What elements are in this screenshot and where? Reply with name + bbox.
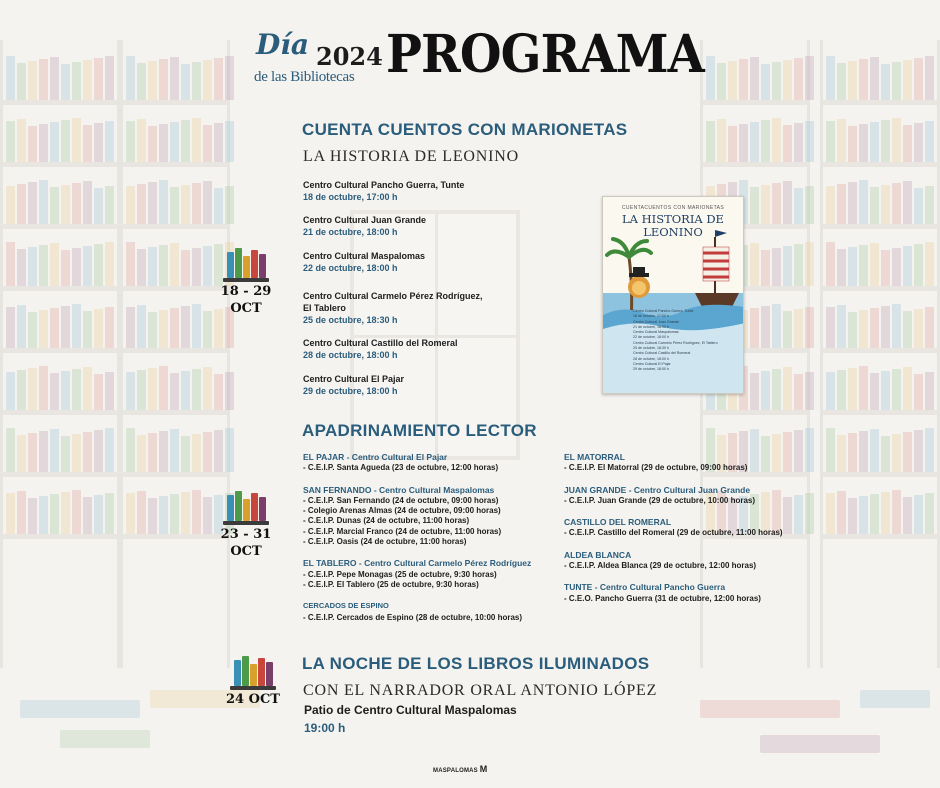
book-spine <box>266 662 273 686</box>
marker-date: 18 - 29 <box>220 284 272 299</box>
date-marker-3 <box>223 656 283 707</box>
books-icon <box>223 491 269 525</box>
section3-title: LA NOCHE DE LOS LIBROS ILUMINADOS <box>302 654 650 673</box>
poster-venue-list: Centro Cultural Pancho Guerra, Tunte 18 de octubre, 17:00 h Centro Cultural Juan Grande 21 de octubre, 18:00 h Centro Cultural Maspalomas 22 de octubre, 18:00 h Centro Cultural Carmelo Pérez Rodríguez, El Tablero 25 de octubre, 18:30 h Centro Cultural Castillo del Romeral 28 de octubre, 18:00 h Centro Cultural El Pajar 29 de octubre, 18:00 h <box>633 309 718 372</box>
book-spine <box>243 256 250 278</box>
dia-label: Día <box>256 28 310 61</box>
section3-subtitle: CON EL NARRADOR ORAL ANTONIO LÓPEZ <box>303 682 658 699</box>
section3-place: Patio de Centro Cultural Maspalomas <box>304 703 517 717</box>
school-group: CASTILLO DEL ROMERAL - C.E.I.P. Castillo del Romeral (29 de octubre, 11:00 horas) <box>564 517 783 538</box>
book-spine <box>258 658 265 686</box>
footer-brand: MASPALOMAS <box>433 768 478 774</box>
school-group: EL TABLERO - Centro Cultural Carmelo Pérez Rodríguez - C.E.I.P. Pepe Monagas (25 de octubre, 9:30 horas) - C.E.I.P. El Tablero (25 de octubre, 9:30 horas) <box>303 558 532 589</box>
venue-item: Centro Cultural Maspalomas 22 de octubre, 18:00 h <box>303 251 426 273</box>
section1-title: CUENTA CUENTOS CON MARIONETAS <box>302 120 628 139</box>
book-shelf-base <box>223 521 269 525</box>
venue-item: Centro Cultural Castillo del Romeral 28 de octubre, 18:00 h <box>303 338 458 360</box>
venue-item: Centro Cultural Juan Grande 21 de octubre, 18:00 h <box>303 215 427 237</box>
school-group: SAN FERNANDO - Centro Cultural Maspalomas - C.E.I.P. San Fernando (24 de octubre, 09:00 horas) - Colegio Arenas Almas (24 de octubre, 09:00 horas) - C.E.I.P. Dunas (24 de octubre, 11:00 horas) - C.E.I.P. Marcial Franco (24 de octubre, 11:00 horas) - C.E.I.P. Oasis (24 de octubre, 11:00 horas) <box>303 484 502 547</box>
header <box>252 24 704 94</box>
marker-month: OCT <box>230 544 262 559</box>
book-spine <box>242 656 249 686</box>
maspalomas-logo-icon: M <box>479 764 488 774</box>
section2-title: APADRINAMIENTO LECTOR <box>302 421 537 440</box>
school-group: EL PAJAR - Centro Cultural El Pajar - C.E.I.P. Santa Agueda (23 de octubre, 12:00 horas) <box>303 452 499 473</box>
book-spine <box>259 497 266 521</box>
section3-time: 19:00 h <box>304 721 346 735</box>
bibliotecas-label: de las Bibliotecas <box>254 69 355 85</box>
book-spine <box>234 660 241 686</box>
book-spine <box>227 495 234 521</box>
apadrinamiento-right-column <box>564 452 804 615</box>
book-spine <box>259 254 266 278</box>
year-label: 2024 <box>316 42 383 71</box>
date-marker-2 <box>216 491 276 559</box>
school-group: ALDEA BLANCA - C.E.I.P. Aldea Blanca (29 de octubre, 12:00 horas) <box>564 549 757 571</box>
book-spine <box>250 664 257 686</box>
marker-date: 23 - 31 <box>220 527 272 542</box>
date-marker-1 <box>216 248 276 316</box>
books-icon <box>223 248 269 282</box>
marker-month: OCT <box>230 301 262 316</box>
book-shelf-base <box>223 278 269 282</box>
footer-logo <box>433 764 487 774</box>
venue-item: Centro Cultural El Pajar 29 de octubre, 18:00 h <box>303 374 405 396</box>
book-spine <box>227 252 234 278</box>
book-spine <box>243 499 250 521</box>
poster-top-text: CUENTACUENTOS CON MARIONETAS <box>621 205 725 211</box>
marker-date: 24 OCT <box>226 692 280 707</box>
book-spine <box>251 250 258 278</box>
school-group: EL MATORRAL - C.E.I.P. El Matorral (29 de octubre, 09:00 horas) <box>564 452 748 473</box>
school-group: CERCADOS DE ESPINO - C.E.I.P. Cercados de Espino (28 de octubre, 10:00 horas) <box>303 601 523 622</box>
school-group: JUAN GRANDE - Centro Cultural Juan Grande - C.E.I.P. Juan Grande (29 de octubre, 10:00 horas) <box>564 484 756 505</box>
venue-item: Centro Cultural Carmelo Pérez Rodríguez, El Tablero 25 de octubre, 18:30 h <box>303 291 483 325</box>
book-spine <box>235 248 242 278</box>
page-title: PROGRAMA <box>386 24 704 85</box>
apadrinamiento-left-column <box>303 452 559 634</box>
section1-subtitle: LA HISTORIA DE LEONINO <box>303 148 519 165</box>
book-spine <box>235 491 242 521</box>
poster-title: LA HISTORIA DE LEONINO <box>622 212 724 239</box>
leonino-poster <box>602 196 744 394</box>
book-shelf-base <box>230 686 276 690</box>
school-group: TUNTE - Centro Cultural Pancho Guerra - C.E.O. Pancho Guerra (31 de octubre, 12:00 horas) <box>564 582 761 603</box>
venue-item: Centro Cultural Pancho Guerra, Tunte 18 de octubre, 17:00 h <box>303 180 465 202</box>
books-icon <box>230 656 276 690</box>
book-spine <box>251 493 258 521</box>
